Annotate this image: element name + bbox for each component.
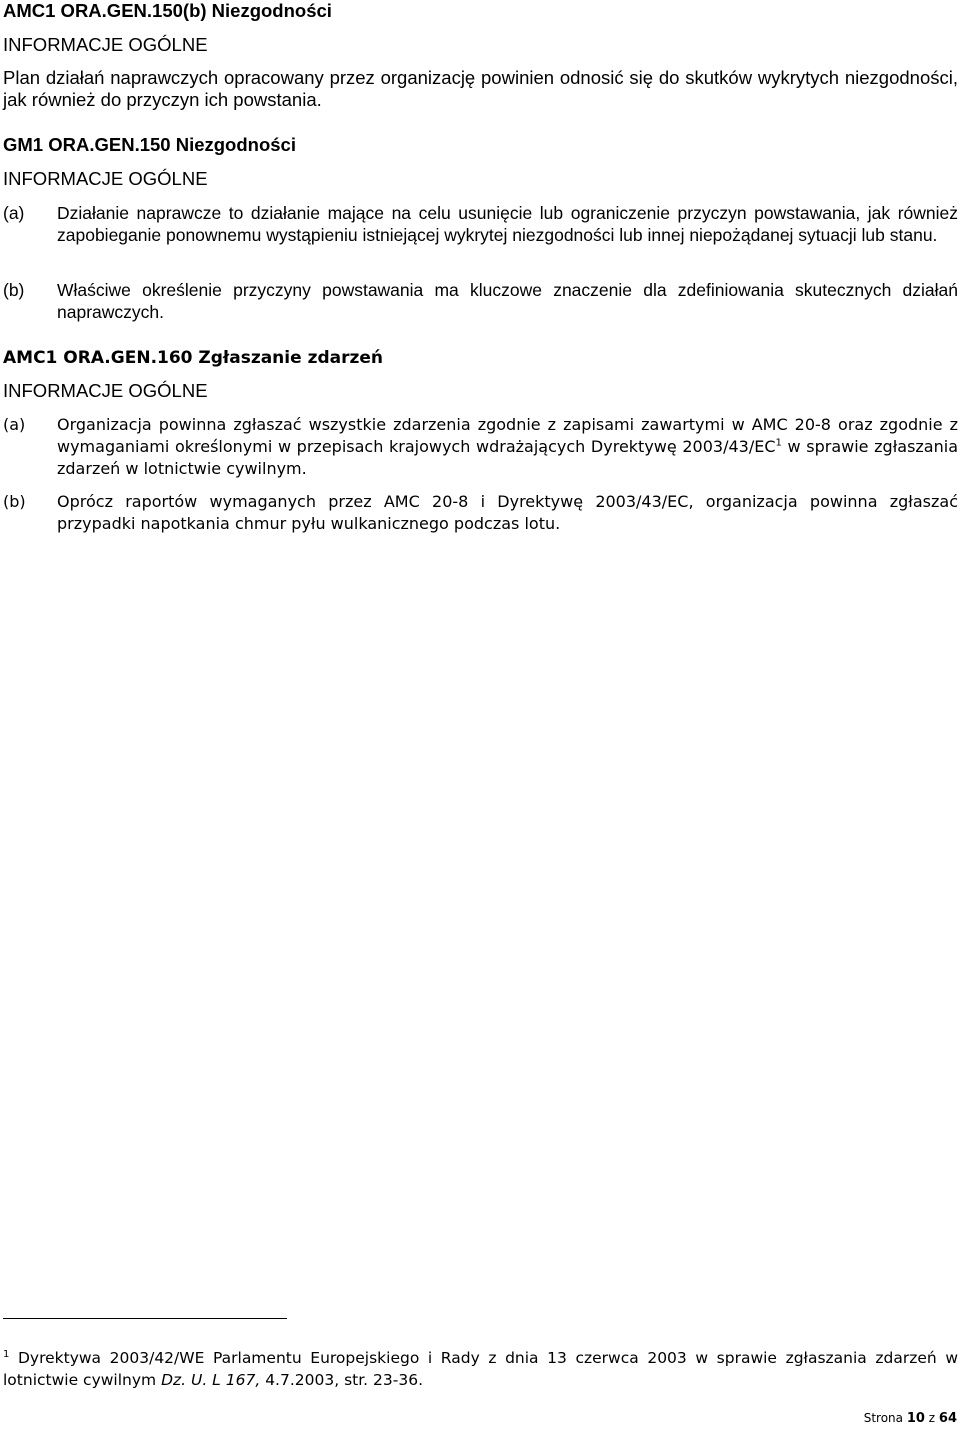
section-heading-gm1-150 — [3, 134, 296, 156]
list-item-label: (a) — [3, 203, 25, 223]
list-item — [3, 279, 958, 325]
footnote-separator — [3, 1318, 287, 1319]
list-item-text-after: w sprawie zgłaszania zdarzeń w lotnictwie cywilnym. — [57, 437, 958, 478]
list-item-text-before: Organizacja powinna zgłaszać wszystkie zdarzenia zgodnie z zapisami zawartymi w AMC 20-8 oraz zgodnie z wymaganiami określonymi w przepisach krajowych wdrażających Dyrektywę 2003/43/EC — [57, 415, 958, 456]
section-paragraph: Plan działań naprawczych opracowany przez organizację powinien odnosić się do skutków wykrytych niezgodności, jak również do przyczyn ich powstania. — [3, 67, 958, 110]
section-subheading: INFORMACJE OGÓLNE — [3, 34, 208, 55]
section-heading-amc1-150b — [3, 0, 332, 22]
page-number-separator: z — [928, 1411, 936, 1425]
section-heading-rest: Niezgodności — [170, 134, 296, 155]
section-subheading: INFORMACJE OGÓLNE — [3, 380, 208, 401]
section-heading-prefix: GM1 ORA.GEN.150 — [3, 134, 171, 155]
page-number-current: 10 — [906, 1411, 925, 1426]
footnote-text-after: 4.7.2003, str. 23-36. — [260, 1371, 423, 1389]
section-heading-rest: Niezgodności — [206, 0, 332, 21]
list-item-text: Właściwe określenie przyczyny powstawania ma kluczowe znaczenie dla zdefiniowania skutecznych działań naprawczych. — [57, 280, 958, 322]
list-item-text: Działanie naprawcze to działanie mające na celu usunięcie lub ograniczenie przyczyn powstawania, jak również zapobieganie ponownemu wystąpieniu istniejącej wykrytej niezgodności lub innej niepożądanej sytuacji lub stanu. — [57, 203, 958, 245]
section-heading-amc1-160: AMC1 ORA.GEN.160 Zgłaszanie zdarzeń — [3, 348, 384, 368]
list-item-text — [57, 414, 958, 480]
footnote-number: 1 — [3, 1348, 10, 1360]
page-number — [864, 1410, 957, 1427]
footnote-text-before: Dyrektywa 2003/42/WE Parlamentu Europejskiego i Rady z dnia 13 czerwca 2003 w sprawie zgłaszania zdarzeń w lotnictwie cywilnym — [3, 1349, 958, 1389]
list-item — [3, 202, 958, 268]
footnote-italic-citation: Dz. U. L 167, — [161, 1371, 261, 1389]
footnote-reference: 1 — [775, 437, 782, 449]
footnote — [3, 1347, 958, 1391]
list-item-label: (a) — [3, 415, 26, 434]
page-number-total: 64 — [938, 1411, 957, 1426]
list-item-label: (b) — [3, 280, 25, 300]
list-item-label: (b) — [3, 492, 26, 511]
list-item-text: Oprócz raportów wymaganych przez AMC 20-8 i Dyrektywę 2003/43/EC, organizacja powinna zgłaszać przypadki napotkania chmur pyłu wulkanicznego podczas lotu. — [57, 492, 958, 533]
page-number-label: Strona — [863, 1411, 904, 1425]
section-subheading: INFORMACJE OGÓLNE — [3, 168, 208, 189]
list-item — [3, 491, 958, 537]
list-item — [3, 414, 958, 480]
section-heading-prefix: AMC1 ORA.GEN.150(b) — [3, 0, 207, 21]
